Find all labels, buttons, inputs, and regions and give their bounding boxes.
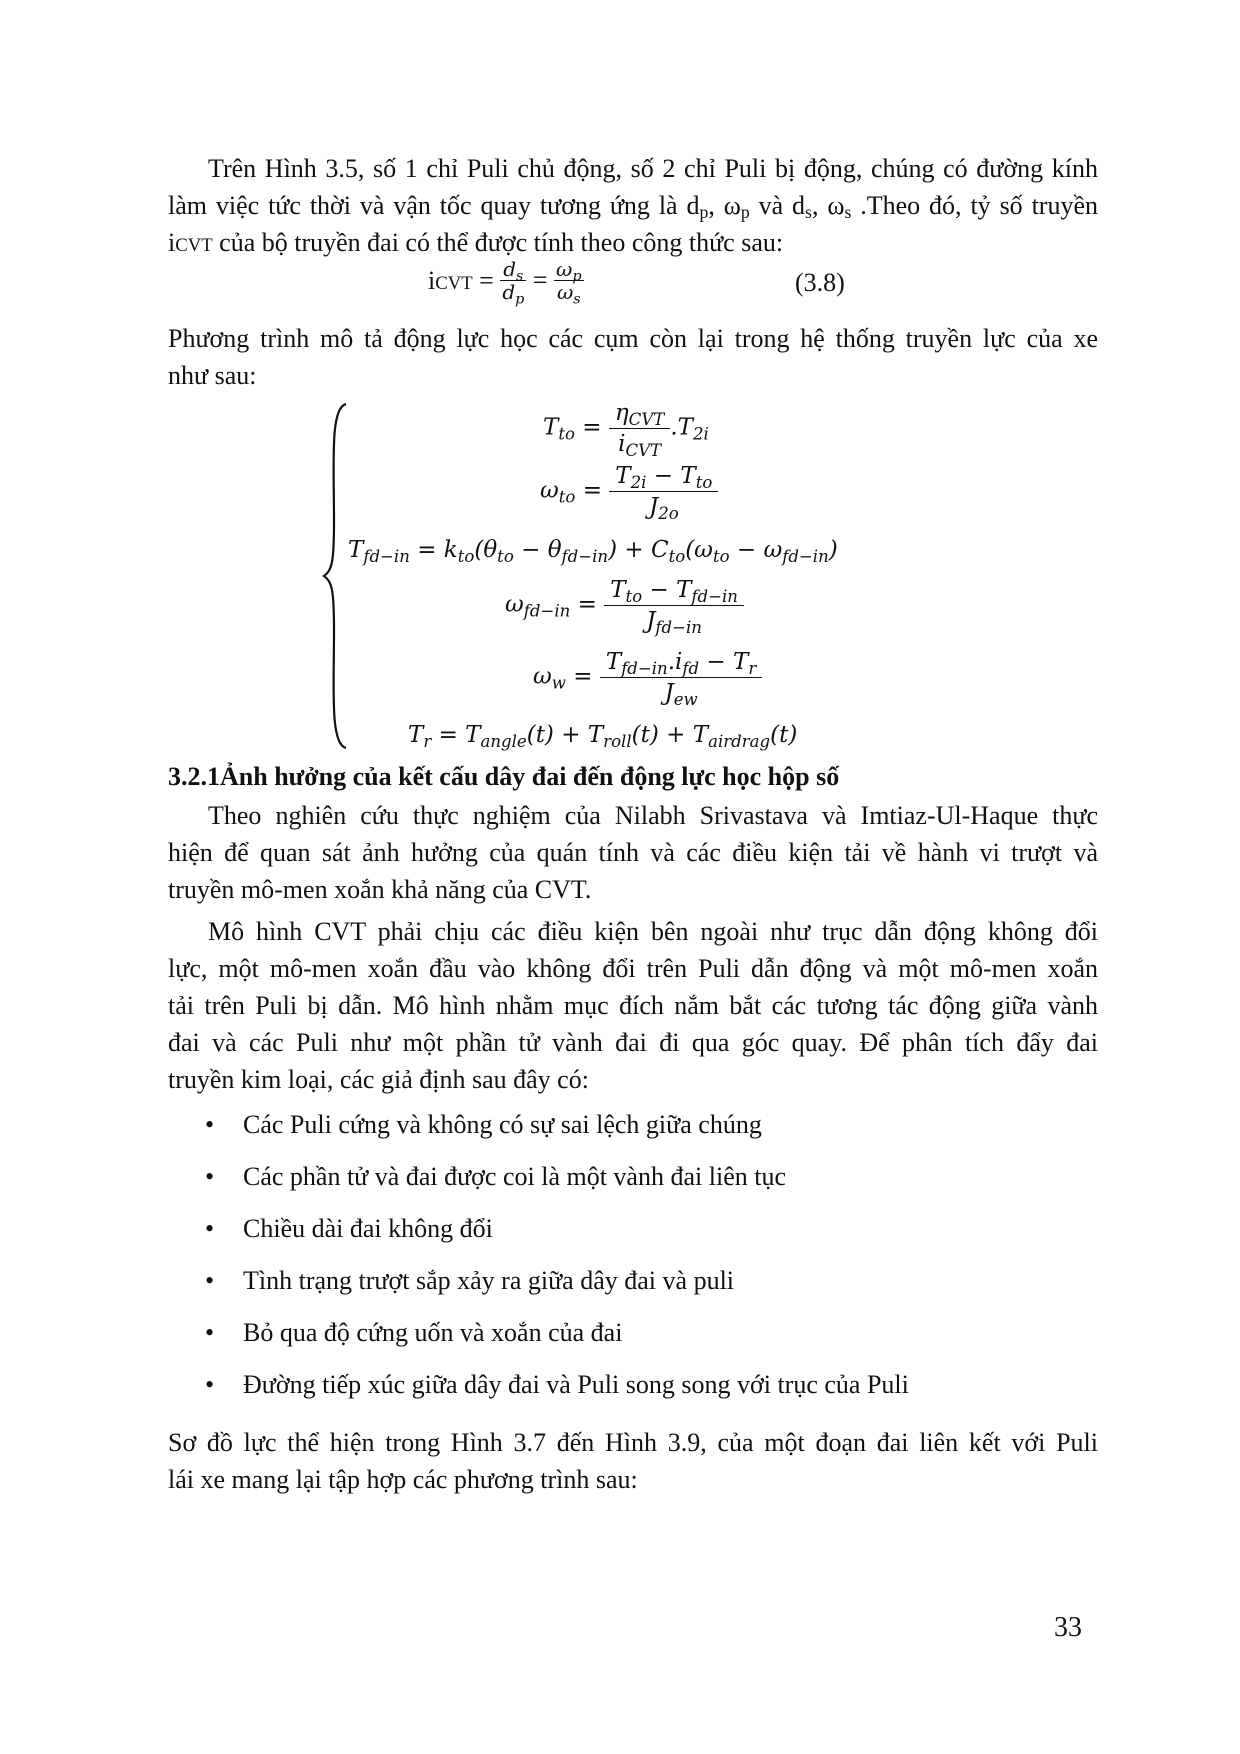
para1-line-3: truyền mô-men xoắn khả năng của CVT. [168, 875, 592, 904]
section-heading: 3.2.1Ảnh hưởng của kết cấu dây đai đến động lực học hộp số [168, 762, 840, 791]
equation-omega-output: $\omega_{to}$ = $\frac{T_{2i} - T_{to}}{J_{2o}}$ [540, 461, 718, 522]
para1-line-2: hiện để quan sát ảnh hưởng của quán tính và các điều kiện tải về hành vi trượt và [168, 838, 1098, 867]
para2-line-4: đai và các Puli như một phần tử vành đai đi qua góc quay. Để phân tích đẩy đai [168, 1028, 1098, 1057]
para2-line-5: truyền kim loại, các giả định sau đây có: [168, 1065, 589, 1094]
para2-line-3: tải trên Puli bị dẫn. Mô hình nhằm mục đích nắm bắt các tương tác động giữa vành [168, 991, 1098, 1020]
equation-torque-final-drive: $T_{fd-in} = k_{to}(\theta_{to} - \theta_{fd-in}) + C_{to}(\omega_{to} - \omega_{fd-in})$ [348, 537, 838, 566]
intro-line-2: làm việc tức thời và vận tốc quay tương ứng là $d_p$, $\omega_p$ và $d_s$, $\omega_s$ .Theo đó, tỷ số truyền [168, 191, 1099, 222]
intro-line-1: Trên Hình 3.5, số 1 chỉ Puli chủ động, số 2 chỉ Puli bị động, chúng có đường kính [208, 154, 1098, 183]
equation-resistance-torque: $T_r = T_{angle}(t) + T_{roll}(t) + T_{airdrag}(t)$ [408, 722, 798, 751]
equation-omega-wheel: $\omega_w$ = $\frac{T_{fd-in}.i_{fd} - T_r}{J_{ew}}$ [533, 647, 762, 708]
list-item: • Chiều dài đai không đổi [205, 1210, 909, 1262]
page-number: 33 [1054, 1612, 1082, 1643]
dynamics-intro-line-1: Phương trình mô tả động lực học các cụm còn lại trong hệ thống truyền lực của xe [168, 324, 1098, 353]
para3-line-1: Sơ đồ lực thể hiện trong Hình 3.7 đến Hình 3.9, của một đoạn đai liên kết với Puli [168, 1428, 1098, 1457]
dynamics-intro-line-2: như sau: [168, 361, 257, 390]
fraction-ds-dp: $\frac{d_s}{d_p}$ [502, 257, 525, 308]
list-item: • Đường tiếp xúc giữa dây đai và Puli song song với trục của Puli [205, 1366, 909, 1418]
bullet-icon: • [205, 1214, 215, 1243]
bullet-icon: • [205, 1266, 215, 1295]
intro-line-3: iCVT của bộ truyền đai có thể được tính theo công thức sau: [168, 228, 784, 257]
para1-line-1: Theo nghiên cứu thực nghiệm của Nilabh Srivastava và Imtiaz-Ul-Haque thực [208, 801, 1098, 830]
assumptions-list [205, 1106, 909, 1418]
equation-label: (3.8) [795, 268, 845, 297]
bullet-icon: • [205, 1162, 215, 1191]
para3-line-2: lái xe mang lại tập hợp các phương trình sau: [168, 1465, 638, 1494]
left-brace [322, 402, 350, 750]
para2-line-1: Mô hình CVT phải chịu các điều kiện bên ngoài như trục dẫn động không đổi [208, 917, 1098, 946]
list-item: • Các Puli cứng và không có sự sai lệch giữa chúng [205, 1106, 909, 1158]
list-item: • Bỏ qua độ cứng uốn và xoắn của đai [205, 1314, 909, 1366]
bullet-icon: • [205, 1318, 215, 1347]
bullet-icon: • [205, 1110, 215, 1139]
equation-torque-output: $T_{to}$ = $\frac{\eta_{CVT}}{i_{CVT}}$ $.T_{2i}$ [543, 400, 709, 460]
equation-omega-final-drive: $\omega_{fd-in}$ = $\frac{T_{to} - T_{fd-in}}{J_{fd-in}}$ [505, 575, 744, 636]
list-item: • Tình trạng trượt sắp xảy ra giữa dây đai và puli [205, 1262, 909, 1314]
fraction-wp-ws: $\frac{\omega_p}{\omega_s}$ [556, 257, 582, 308]
equation-3-8: iCVT = $\frac{d_s}{d_p}$ = $\frac{\omega_p}{\omega_s}$ [428, 257, 582, 308]
list-item: • Các phần tử và đai được coi là một vành đai liên tục [205, 1158, 909, 1210]
bullet-icon: • [205, 1370, 215, 1399]
para2-line-2: lực, một mô-men xoắn đầu vào không đổi trên Puli dẫn động và một mô-men xoắn [168, 954, 1098, 983]
